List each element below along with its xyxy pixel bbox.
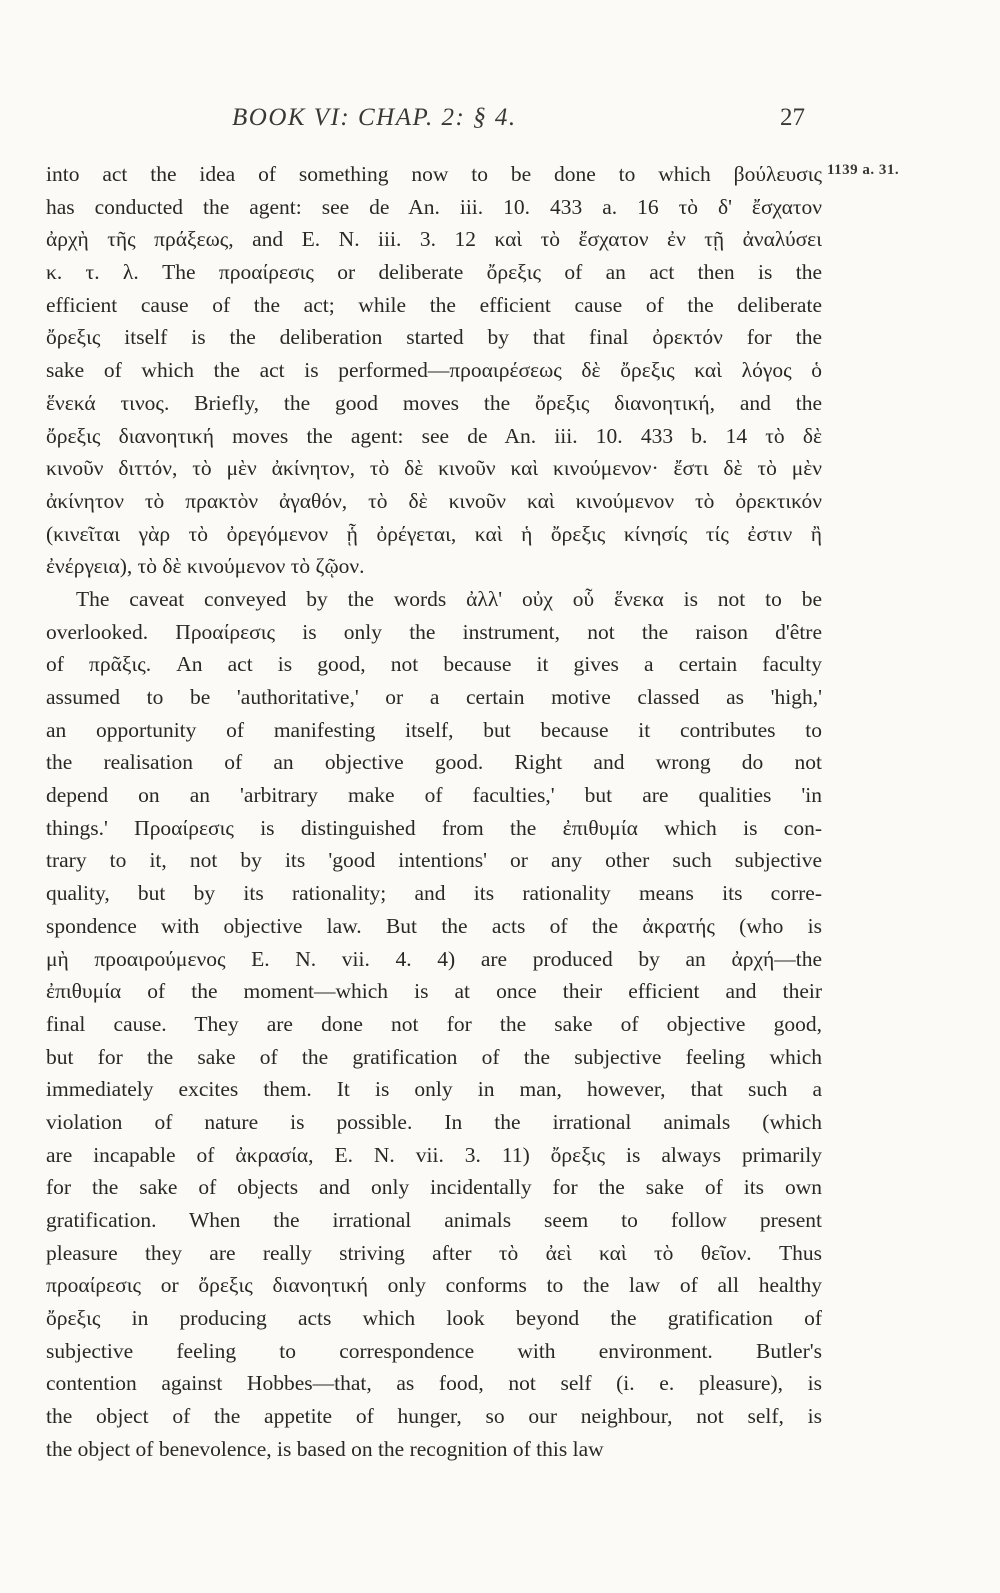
text-line: the object of benevolence, is based on the recognition of this law xyxy=(46,1436,604,1461)
text-line: of πρᾶξις. An act is good, not because it gives a certain faculty xyxy=(46,652,822,677)
text-line: The caveat conveyed by the words ἀλλ' οὐχ οὗ ἕνεκα is not to be xyxy=(76,586,822,611)
text-line: immediately excites them. It is only in man, however, that such a xyxy=(46,1077,822,1102)
text-line: (κινεῖται γὰρ τὸ ὀρεγόμενον ᾗ ὀρέγεται, καὶ ἡ ὄρεξις κίνησίς τίς ἐστιν ἢ xyxy=(46,521,822,546)
text-line: ἕνεκά τινος. Briefly, the good moves the ὄρεξις διανοητική, and the xyxy=(46,390,822,415)
text-line: violation of nature is possible. In the irrational animals (which xyxy=(46,1109,822,1134)
text-line: efficient cause of the act; while the efficient cause of the deliberate xyxy=(46,292,822,317)
text-line: gratification. When the irrational animals seem to follow present xyxy=(46,1208,822,1232)
text-line: are incapable of ἀκρασία, E. N. vii. 3. 11) ὄρεξις is always primarily xyxy=(46,1142,822,1167)
text-line: ὄρεξις διανοητική moves the agent: see de An. iii. 10. 433 b. 14 τὸ δὲ xyxy=(46,423,822,448)
text-line: sake of which the act is performed—προαιρέσεως δὲ ὄρεξις καὶ λόγος ὁ xyxy=(46,358,822,383)
text-line: ἐνέργεια), τὸ δὲ κινούμενον τὸ ζῷον. xyxy=(46,554,365,579)
text-line: ἐπιθυμία of the moment—which is at once their efficient and their xyxy=(46,979,822,1004)
text-line: final cause. They are done not for the sake of objective good, xyxy=(46,1011,822,1036)
text-line: ὄρεξις itself is the deliberation started by that final ὀρεκτόν for the xyxy=(46,325,822,350)
text-line: assumed to be 'authoritative,' or a certain motive classed as 'high,' xyxy=(46,685,822,709)
page-number: 27 xyxy=(780,104,805,131)
text-line: κ. τ. λ. The προαίρεσις or deliberate ὄρεξις of an act then is the xyxy=(46,260,822,285)
text-line: but for the sake of the gratification of the subjective feeling which xyxy=(46,1044,822,1069)
text-line: κινοῦν διττόν, τὸ μὲν ἀκίνητον, τὸ δὲ κινοῦν καὶ κινούμενον· ἔστι δὲ τὸ μὲν xyxy=(46,456,822,481)
text-line: subjective feeling to correspondence with environment. Butler's xyxy=(46,1338,822,1363)
margin-reference: 1139 a. 31. xyxy=(827,162,900,178)
text-line: quality, but by its rationality; and its rationality means its corre- xyxy=(46,881,822,906)
text-line: has conducted the agent: see de An. iii. 10. 433 a. 16 τὸ δ' ἔσχατον xyxy=(46,194,822,219)
text-line: προαίρεσις or ὄρεξις διανοητική only conforms to the law of all healthy xyxy=(46,1273,822,1298)
text-line: the object of the appetite of hunger, so our neighbour, not self, is xyxy=(46,1404,822,1429)
text-line: for the sake of objects and only incidentally for the sake of its own xyxy=(46,1175,822,1200)
text-line: into act the idea of something now to be done to which βούλευσις xyxy=(46,162,822,186)
text-line: overlooked. Προαίρεσις is only the instrument, not the raison d'être xyxy=(46,619,822,644)
text-line: ἀρχὴ τῆς πράξεως, and E. N. iii. 3. 12 καὶ τὸ ἔσχατον ἐν τῇ ἀναλύσει xyxy=(46,227,822,252)
text-line: the realisation of an objective good. Right and wrong do not xyxy=(46,750,822,775)
text-line: depend on an 'arbitrary make of faculties,' but are qualities 'in xyxy=(46,783,822,808)
text-line: contention against Hobbes—that, as food, not self (i. e. pleasure), is xyxy=(46,1371,822,1396)
text-line: ὄρεξις in producing acts which look beyond the gratification of xyxy=(46,1306,822,1331)
text-line: pleasure they are really striving after τὸ ἀεὶ καὶ τὸ θεῖον. Thus xyxy=(46,1240,822,1265)
text-line: trary to it, not by its 'good intentions' or any other such subjective xyxy=(46,848,822,873)
running-head: BOOK VI: CHAP. 2: § 4. xyxy=(232,104,517,131)
text-line: ἀκίνητον τὸ πρακτὸν ἀγαθόν, τὸ δὲ κινοῦν καὶ κινούμενον τὸ ὀρεκτικόν xyxy=(46,488,822,513)
text-line: spondence with objective law. But the acts of the ἀκρατής (who is xyxy=(46,913,822,938)
text-line: an opportunity of manifesting itself, but because it contributes to xyxy=(46,717,822,742)
text-line: μὴ προαιρούμενος E. N. vii. 4. 4) are produced by an ἀρχή—the xyxy=(46,946,822,971)
body-text xyxy=(46,158,822,1466)
text-line: things.' Προαίρεσις is distinguished from the ἐπιθυμία which is con- xyxy=(46,815,822,840)
